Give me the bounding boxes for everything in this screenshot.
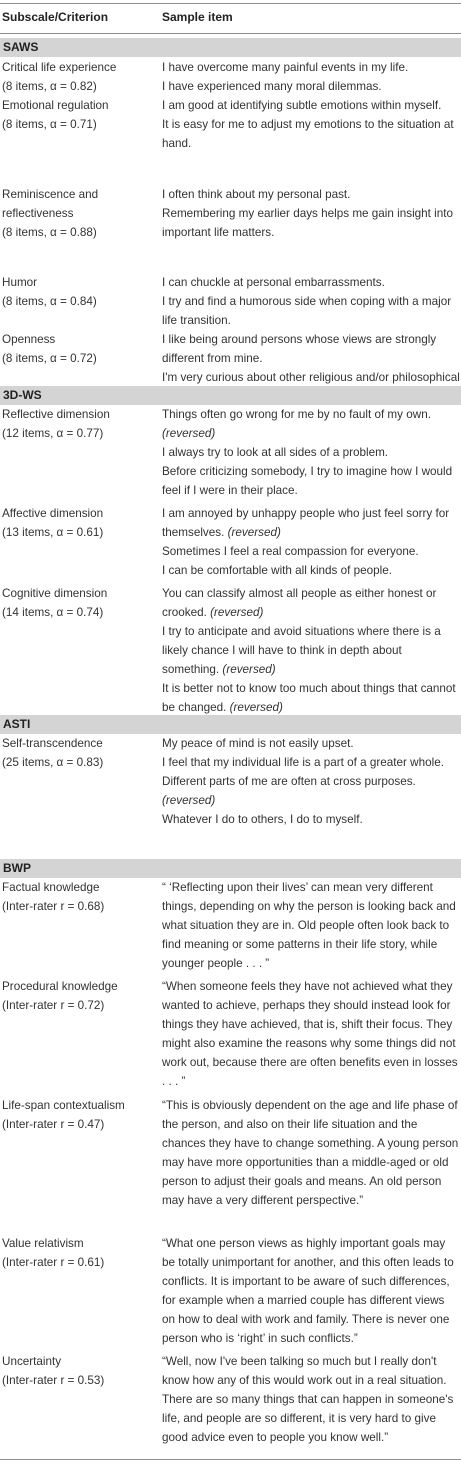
sample-item [162,1352,460,1447]
section-band-asti [0,715,461,734]
sample-item [162,58,460,77]
criterion-cell [2,405,152,443]
criterion-name: Emotional regulation [2,99,109,112]
sample-item [162,292,460,330]
sample-item-text: It is better not to know too much about things that cannot be changed. [162,682,456,714]
sample-item [162,405,460,443]
sample-items-cell [162,185,460,242]
sample-item-text: Whatever I do to others, I do to myself. [162,813,363,826]
criterion-name: Cognitive dimension [2,587,108,600]
sample-item [162,679,460,717]
sample-item-text: Before criticizing somebody, I try to imagine how I would feel if I were in their place. [162,465,453,497]
sample-item [162,810,460,829]
criterion-cell [2,1234,152,1272]
reversed-note: (reversed) [229,701,283,714]
table-top-rule [0,3,461,4]
criterion-detail: (8 items, α = 0.72) [2,352,97,365]
sample-item-text: Things often go wrong for me by no fault of my own. [162,408,431,421]
criterion-detail: (25 items, α = 0.83) [2,756,104,769]
sample-items-cell [162,1234,460,1348]
sample-item [162,77,460,96]
sample-item [162,115,460,153]
sample-item-text: I can be comfortable with all kinds of people. [162,564,392,577]
criterion-detail: (12 items, α = 0.77) [2,427,104,440]
sample-items-cell [162,878,460,973]
sample-item-text: “This is obviously dependent on the age and life phase of the person, and also on their life situation and the chances they have to change something. A young person may have more opportunities than a middle-aged or old person to adjust their goals and means. An old person may have a very different perspective.” [162,1099,459,1207]
sample-item [162,772,460,810]
section-title: SAWS [3,40,39,54]
section-band-bwp [0,859,461,878]
criterion-detail: (Inter-rater r = 0.72) [2,999,105,1012]
sample-item-text: You can classify almost all people as either honest or crooked. [162,587,437,619]
criterion-detail: (14 items, α = 0.74) [2,606,104,619]
criterion-name: Life-span contextualism [2,1099,125,1112]
criterion-detail: (Inter-rater r = 0.53) [2,1374,105,1387]
sample-item-text: I'm very curious about other religious and/or philosophical [162,371,460,384]
reversed-note: (reversed) [162,794,216,807]
criterion-cell [2,734,152,772]
sample-items-cell [162,1096,460,1210]
sample-item-text: “Well, now I've been talking so much but I really don't know how any of this would work out in a real situation. There are so many things that can happen in someone's life, and people are so different, it is very hard to give good advice even to people you know well.” [162,1355,454,1444]
sample-item [162,462,460,500]
criterion-name: Self-transcendence [2,737,103,750]
sample-item-text: I can chuckle at personal embarrassments. [162,276,385,289]
sample-item [162,622,460,679]
criterion-name: Critical life experience [2,61,117,74]
sample-items-cell [162,58,460,96]
criterion-name: Reminiscence and reflectiveness [2,188,99,220]
sample-item [162,273,460,292]
sample-item [162,1096,460,1210]
sample-item [162,330,460,368]
reversed-note: (reversed) [210,606,264,619]
criterion-cell [2,185,152,242]
sample-item [162,977,460,1091]
sample-item-text: My peace of mind is not easily upset. [162,737,354,750]
criterion-cell [2,584,152,622]
sample-item-text: Different parts of me are often at cross purposes. [162,775,416,788]
reversed-note: (reversed) [162,427,216,440]
sample-item-text: I always try to look at all sides of a problem. [162,446,389,459]
criterion-name: Factual knowledge [2,881,100,894]
header-rule [0,33,461,34]
item-column-header: Sample item [162,10,233,24]
criterion-cell [2,1096,152,1134]
criterion-detail: (8 items, α = 0.71) [2,118,97,131]
sample-item-text: “ ‘Reflecting upon their lives’ can mean very different things, depending on why the person is looking back and what situation they are in. Old people often look back to find meaning or some patterns in their life story, while younger people . . . ” [162,881,456,970]
section-title: 3D-WS [3,388,42,402]
section-title: BWP [3,861,31,875]
criterion-cell [2,977,152,1015]
criterion-name: Openness [2,333,56,346]
sample-item-text: I have experienced many moral dilemmas. [162,80,382,93]
sample-item [162,504,460,542]
sample-items-cell [162,1352,460,1447]
sample-item-text: “What one person views as highly important goals may be totally unimportant for another, and this often leads to conflicts. It is important to be aware of such differences, for example when a married couple has different views on how to deal with work and family. There is never one person who is ‘right’ in such conflicts.” [162,1237,454,1345]
sample-items-cell [162,734,460,829]
sample-item-text: It is easy for me to adjust my emotions to the situation at hand. [162,118,454,150]
sample-item [162,561,460,580]
sample-items-cell [162,405,460,500]
sample-item [162,185,460,204]
sample-items-cell [162,584,460,717]
criterion-name: Humor [2,276,38,289]
criterion-detail: (8 items, α = 0.88) [2,226,97,239]
criterion-cell [2,273,152,311]
criterion-name: Uncertainty [2,1355,62,1368]
section-band-3d-ws [0,386,461,405]
criterion-name: Affective dimension [2,507,104,520]
sample-item-text: I try to anticipate and avoid situations where there is a likely chance I will have to think in depth about something. [162,625,441,676]
sample-item [162,878,460,973]
sample-item-text: I feel that my individual life is a part of a greater whole. [162,756,444,769]
section-band-saws [0,38,461,57]
criterion-column-header: Subscale/Criterion [2,10,109,24]
sample-item-text: I am good at identifying subtle emotions within myself. [162,99,442,112]
sample-item [162,734,460,753]
criterion-name: Procedural knowledge [2,980,118,993]
sample-item-text: I like being around persons whose views are strongly different from mine. [162,333,437,365]
criterion-cell [2,58,152,96]
criterion-cell [2,504,152,542]
sample-item [162,584,460,622]
sample-item-text: Sometimes I feel a real compassion for everyone. [162,545,419,558]
criterion-cell [2,1352,152,1390]
sample-item-text: I am annoyed by unhappy people who just feel sorry for themselves. [162,507,450,539]
criterion-detail: (Inter-rater r = 0.61) [2,1256,105,1269]
sample-item-text: I often think about my personal past. [162,188,351,201]
reversed-note: (reversed) [222,663,276,676]
sample-items-cell [162,977,460,1091]
criterion-detail: (8 items, α = 0.82) [2,80,97,93]
criterion-cell [2,330,152,368]
sample-item [162,443,460,462]
sample-item-text: I have overcome many painful events in my life. [162,61,409,74]
criterion-cell [2,96,152,134]
sample-item [162,204,460,242]
criterion-detail: (Inter-rater r = 0.47) [2,1118,105,1131]
section-title: ASTI [3,717,31,731]
sample-items-cell [162,273,460,330]
reversed-note: (reversed) [227,526,281,539]
criterion-detail: (Inter-rater r = 0.68) [2,900,105,913]
criterion-detail: (13 items, α = 0.61) [2,526,104,539]
sample-item [162,1234,460,1348]
criterion-name: Reflective dimension [2,408,110,421]
sample-item-text: I try and find a humorous side when coping with a major life transition. [162,295,452,327]
sample-items-cell [162,504,460,580]
table-bottom-rule [0,1459,461,1460]
sample-item [162,753,460,772]
criterion-cell [2,878,152,916]
sample-item [162,96,460,115]
sample-item-text: Remembering my earlier days helps me gain insight into important life matters. [162,207,454,239]
sample-item [162,542,460,561]
sample-item-text: “When someone feels they have not achieved what they wanted to achieve, perhaps they should instead look for things they have achieved, that is, shift their focus. They might also examine the reasons why some things did not work out, because there are often benefits even in losses . . . ” [162,980,458,1088]
criterion-name: Value relativism [2,1237,84,1250]
criterion-detail: (8 items, α = 0.84) [2,295,97,308]
sample-items-cell [162,96,460,153]
